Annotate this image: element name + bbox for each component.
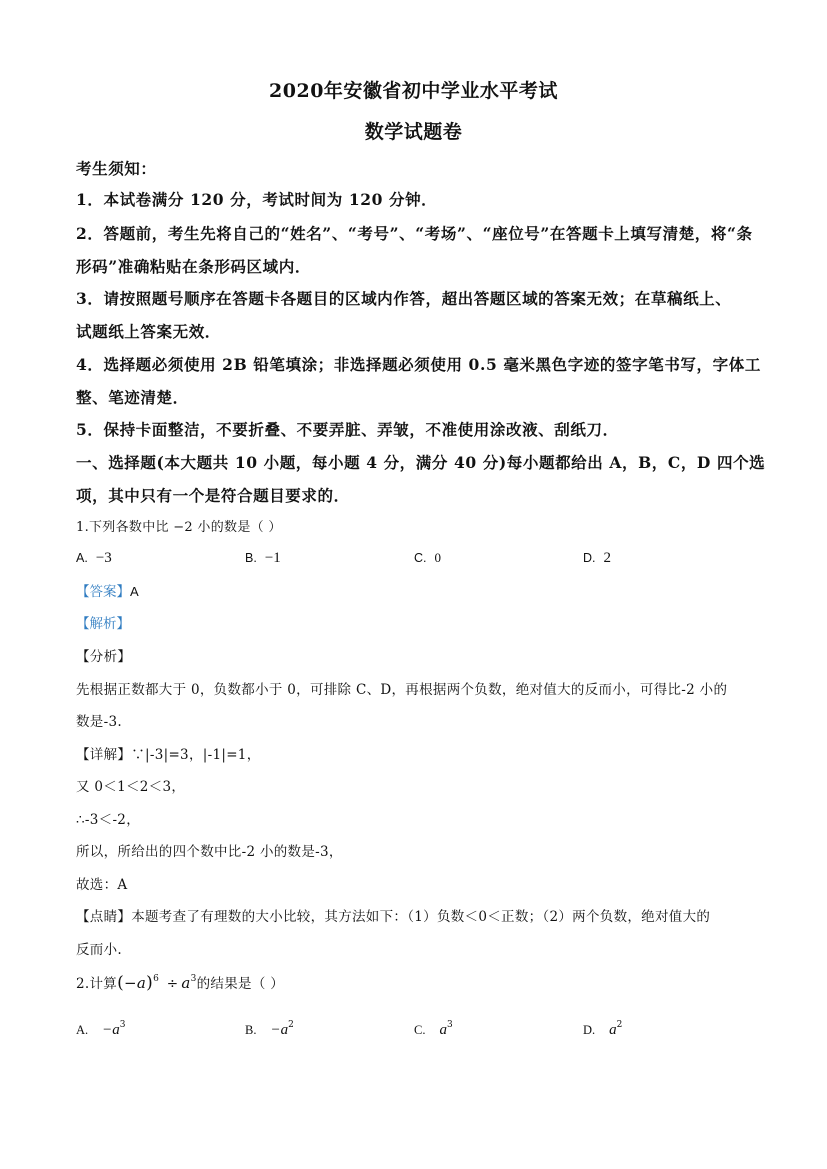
section-heading-cont: 项，其中只有一个是符合题目要求的．: [76, 486, 350, 505]
comment-text: 【点睛】本题考查了有理数的大小比较，其方法如下：（1）负数＜0＜正数；（2）两个负数，绝对值大的: [76, 909, 711, 925]
option-label: D.: [583, 1023, 596, 1037]
option-label: A.: [76, 551, 88, 565]
answer-line: [76, 580, 139, 600]
analysis-tag: 【解析】: [76, 616, 130, 632]
option-label: C.: [414, 1023, 426, 1037]
option-exp: 3: [119, 1020, 126, 1030]
option-label: A.: [76, 1023, 89, 1037]
fenxi-text: 先根据正数都大于 0，负数都小于 0，可排除 C、D，再根据两个负数，绝对值大的反而小，可得比-2 小的: [76, 682, 728, 698]
answer-tag: 【答案】: [76, 584, 130, 600]
page-title: 2020年安徽省初中学业水平考试: [269, 80, 558, 102]
notice-line: 3．请按照题号顺序在答题卡各题目的区域内作答，超出答题区域的答案无效；在草稿纸上、: [76, 289, 732, 308]
detail-line: 【详解】∵|-3|=3，|-1|=1，: [76, 747, 261, 763]
detail-line: 所以，所给出的四个数中比-2 小的数是-3，: [76, 844, 343, 860]
notice-line: 试题纸上答案无效．: [76, 322, 221, 341]
option-label: B.: [245, 551, 257, 565]
expr-base: −a: [124, 974, 147, 992]
notice-line: 整、笔迹清楚．: [76, 388, 189, 407]
option-base: −a: [270, 1022, 289, 1038]
page-subtitle: 数学试题卷: [364, 121, 463, 143]
option-base: a: [609, 1022, 617, 1038]
option-value: −3: [95, 550, 112, 566]
q2-option-c: [414, 1019, 453, 1039]
option-exp: 2: [616, 1020, 623, 1030]
detail-line: 又 0＜1＜2＜3，: [76, 779, 186, 795]
stem-suffix: 的结果是（ ）: [196, 976, 285, 992]
option-base: −a: [102, 1022, 120, 1038]
notice-line: 形码”准确粘贴在条形码区域内．: [76, 257, 311, 276]
option-label: B.: [245, 1023, 257, 1037]
option-label: C.: [414, 551, 427, 565]
q1-option-b: [245, 547, 281, 567]
option-value: 2: [603, 550, 611, 566]
question-1-stem: 1.下列各数中比 −2 小的数是（ ）: [76, 520, 282, 535]
notice-heading: 考生须知：: [76, 159, 157, 178]
notice-line: 4．选择题必须使用 2B 铅笔填涂；非选择题必须使用 0.5 毫米黑色字迹的签字笔书写，字体工: [76, 355, 761, 374]
option-value: −1: [264, 550, 281, 566]
q2-option-a: [76, 1019, 126, 1039]
notice-line: 5．保持卡面整洁，不要折叠、不要弄脏、弄皱，不准使用涂改液、刮纸刀．: [76, 420, 619, 439]
notice-line: 1．本试卷满分 120 分，考试时间为 120 分钟．: [76, 190, 438, 209]
stem-prefix: 2.计算: [76, 976, 118, 992]
option-exp: 3: [446, 1020, 453, 1030]
option-base: a: [439, 1022, 447, 1038]
expr2-base: a: [181, 974, 191, 992]
detail-line: ∴-3＜-2，: [76, 812, 140, 828]
option-label: D.: [583, 551, 596, 565]
q2-option-d: [583, 1019, 622, 1039]
detail-line: 故选：A: [76, 877, 128, 893]
notice-line: 2．答题前，考生先将自己的“姓名”、“考号”、“考场”、“座位号”在答题卡上填写清楚，将“条: [76, 224, 753, 243]
comment-text-cont: 反而小.: [76, 942, 122, 958]
q1-option-a: [76, 547, 112, 567]
q1-option-d: [583, 547, 611, 567]
expr-exp: 6: [153, 974, 160, 984]
q2-option-b: [245, 1019, 294, 1039]
section-heading: 一、选择题(本大题共 10 小题，每小题 4 分，满分 40 分)每小题都给出 A，B，C，D 四个选: [76, 453, 766, 472]
option-exp: 2: [288, 1020, 294, 1030]
fenxi-tag: 【分析】: [76, 649, 132, 665]
option-value: 0: [434, 550, 441, 565]
q1-option-c: [414, 547, 441, 566]
answer-value: A: [130, 584, 139, 599]
fenxi-text-cont: 数是-3.: [76, 714, 122, 730]
question-2-stem: 2.计算$(-a)^6 \div a^3$的结果是（ ）: [76, 973, 285, 993]
expr2-exp: 3: [190, 974, 197, 984]
div-sign: ÷: [166, 976, 179, 992]
